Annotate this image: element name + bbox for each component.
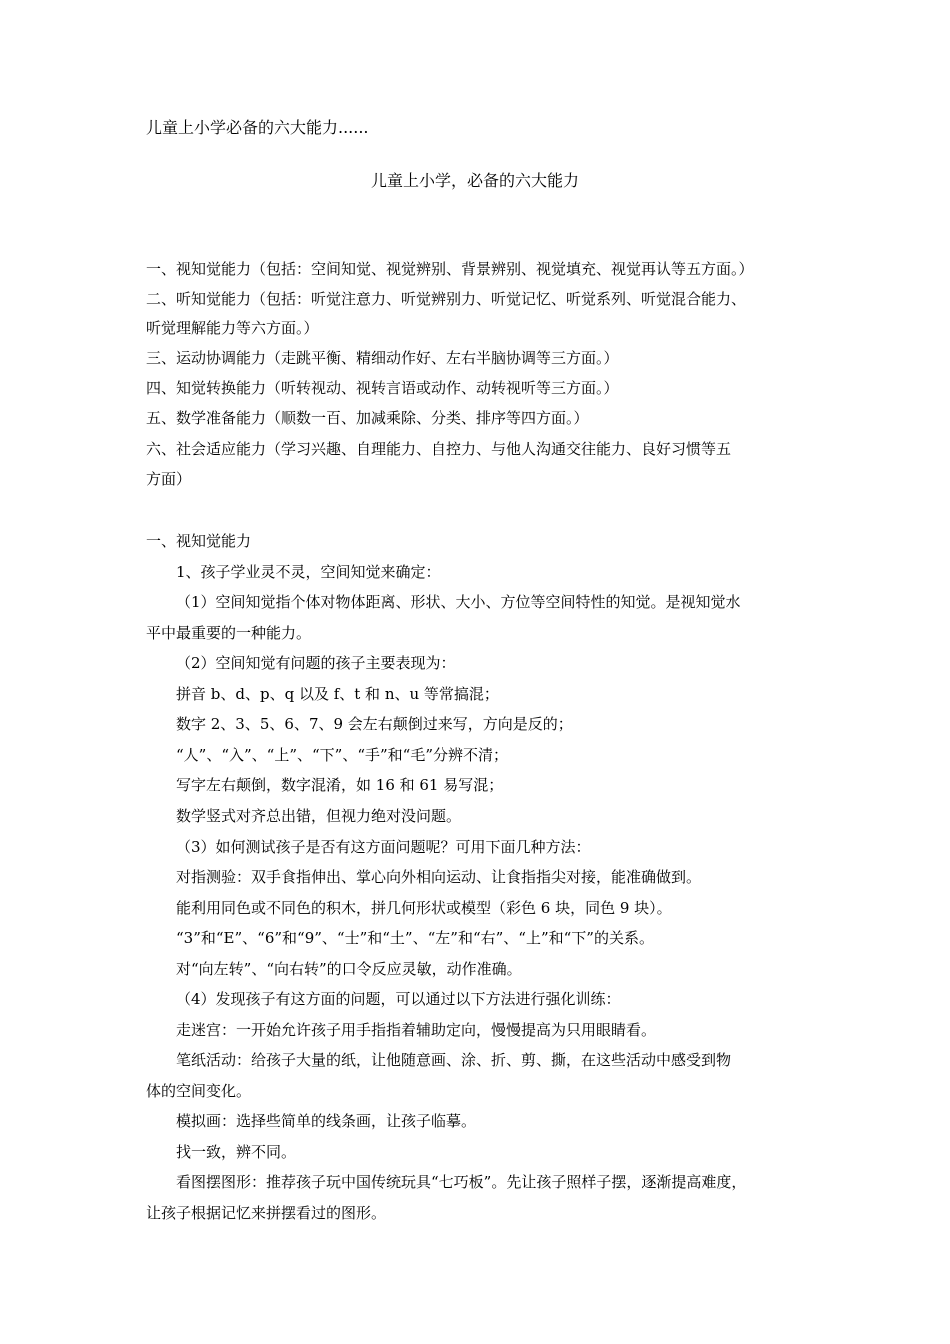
summary-line: 四、知觉转换能力（听转视动、视转言语或动作、动转视听等三方面。） (146, 379, 619, 397)
summary-line: 六、社会适应能力（学习兴趣、自理能力、自控力、与他人沟通交往能力、良好习惯等五 (146, 440, 732, 458)
body-line: “3”和“E”、“6”和“9”、“士”和“土”、“左”和“右”、“上”和“下”的关系。 (176, 929, 654, 947)
body-line: 写字左右颠倒，数字混淆，如 16 和 61 易写混； (176, 776, 504, 794)
body-line: 笔纸活动：给孩子大量的纸，让他随意画、涂、折、剪、撕，在这些活动中感受到物 (176, 1051, 732, 1069)
body-line: 拼音 b、d、p、q 以及 f、t 和 n、u 等常搞混； (176, 685, 499, 703)
body-line: 看图摆图形：推荐孩子玩中国传统玩具“七巧板”。先让孩子照样子摆，逐渐提高难度， (176, 1173, 747, 1191)
body-line: 1、孩子学业灵不灵，空间知觉来确定： (176, 563, 441, 581)
summary-line: 方面） (146, 470, 192, 488)
body-line: 对“向左转”、“向右转”的口令反应灵敏，动作准确。 (176, 960, 522, 978)
summary-line: 听觉理解能力等六方面。） (146, 319, 319, 337)
body-line: 对指测验：双手食指伸出、掌心向外相向运动、让食指指尖对接，能准确做到。 (176, 868, 702, 886)
body-line: 数学竖式对齐总出错，但视力绝对没问题。 (176, 807, 462, 825)
summary-line: 五、数学准备能力（顺数一百、加减乘除、分类、排序等四方面。） (146, 409, 589, 427)
body-line: 体的空间变化。 (146, 1082, 252, 1100)
body-line: （3）如何测试孩子是否有这方面问题呢？可用下面几种方法： (176, 838, 591, 856)
summary-line: 一、视知觉能力（包括：空间知觉、视觉辨别、背景辨别、视觉填充、视觉再认等五方面。） (146, 260, 754, 278)
body-line: 平中最重要的一种能力。 (146, 624, 312, 642)
body-line: （1）空间知觉指个体对物体距离、形状、大小、方位等空间特性的知觉。是视知觉水 (176, 593, 741, 611)
body-line: 找一致，辨不同。 (176, 1143, 297, 1161)
body-line: 走迷宫：一开始允许孩子用手指指着辅助定向，慢慢提高为只用眼睛看。 (176, 1021, 657, 1039)
summary-line: 三、运动协调能力（走跳平衡、精细动作好、左右半脑协调等三方面。） (146, 349, 619, 367)
body-line: （4）发现孩子有这方面的问题，可以通过以下方法进行强化训练： (176, 990, 621, 1008)
body-line: 让孩子根据记忆来拼摆看过的图形。 (146, 1204, 387, 1222)
body-line: 模拟画：选择些简单的线条画，让孩子临摹。 (176, 1112, 477, 1130)
body-line: （2）空间知觉有问题的孩子主要表现为： (176, 654, 456, 672)
body-line: “人”、“入”、“上”、“下”、“手”和“毛”分辨不清； (176, 746, 509, 764)
top-title: 儿童上小学必备的六大能力...... (146, 118, 369, 137)
center-title: 儿童上小学，必备的六大能力 (370, 171, 579, 190)
body-line: 能利用同色或不同色的积木，拼几何形状或模型（彩色 6 块，同色 9 块）。 (176, 899, 672, 917)
body-line: 数字 2、3、5、6、7、9 会左右颠倒过来写，方向是反的； (176, 715, 573, 733)
section-heading: 一、视知觉能力 (146, 532, 252, 550)
summary-line: 二、听知觉能力（包括：听觉注意力、听觉辨别力、听觉记忆、听觉系列、听觉混合能力、 (146, 290, 747, 308)
